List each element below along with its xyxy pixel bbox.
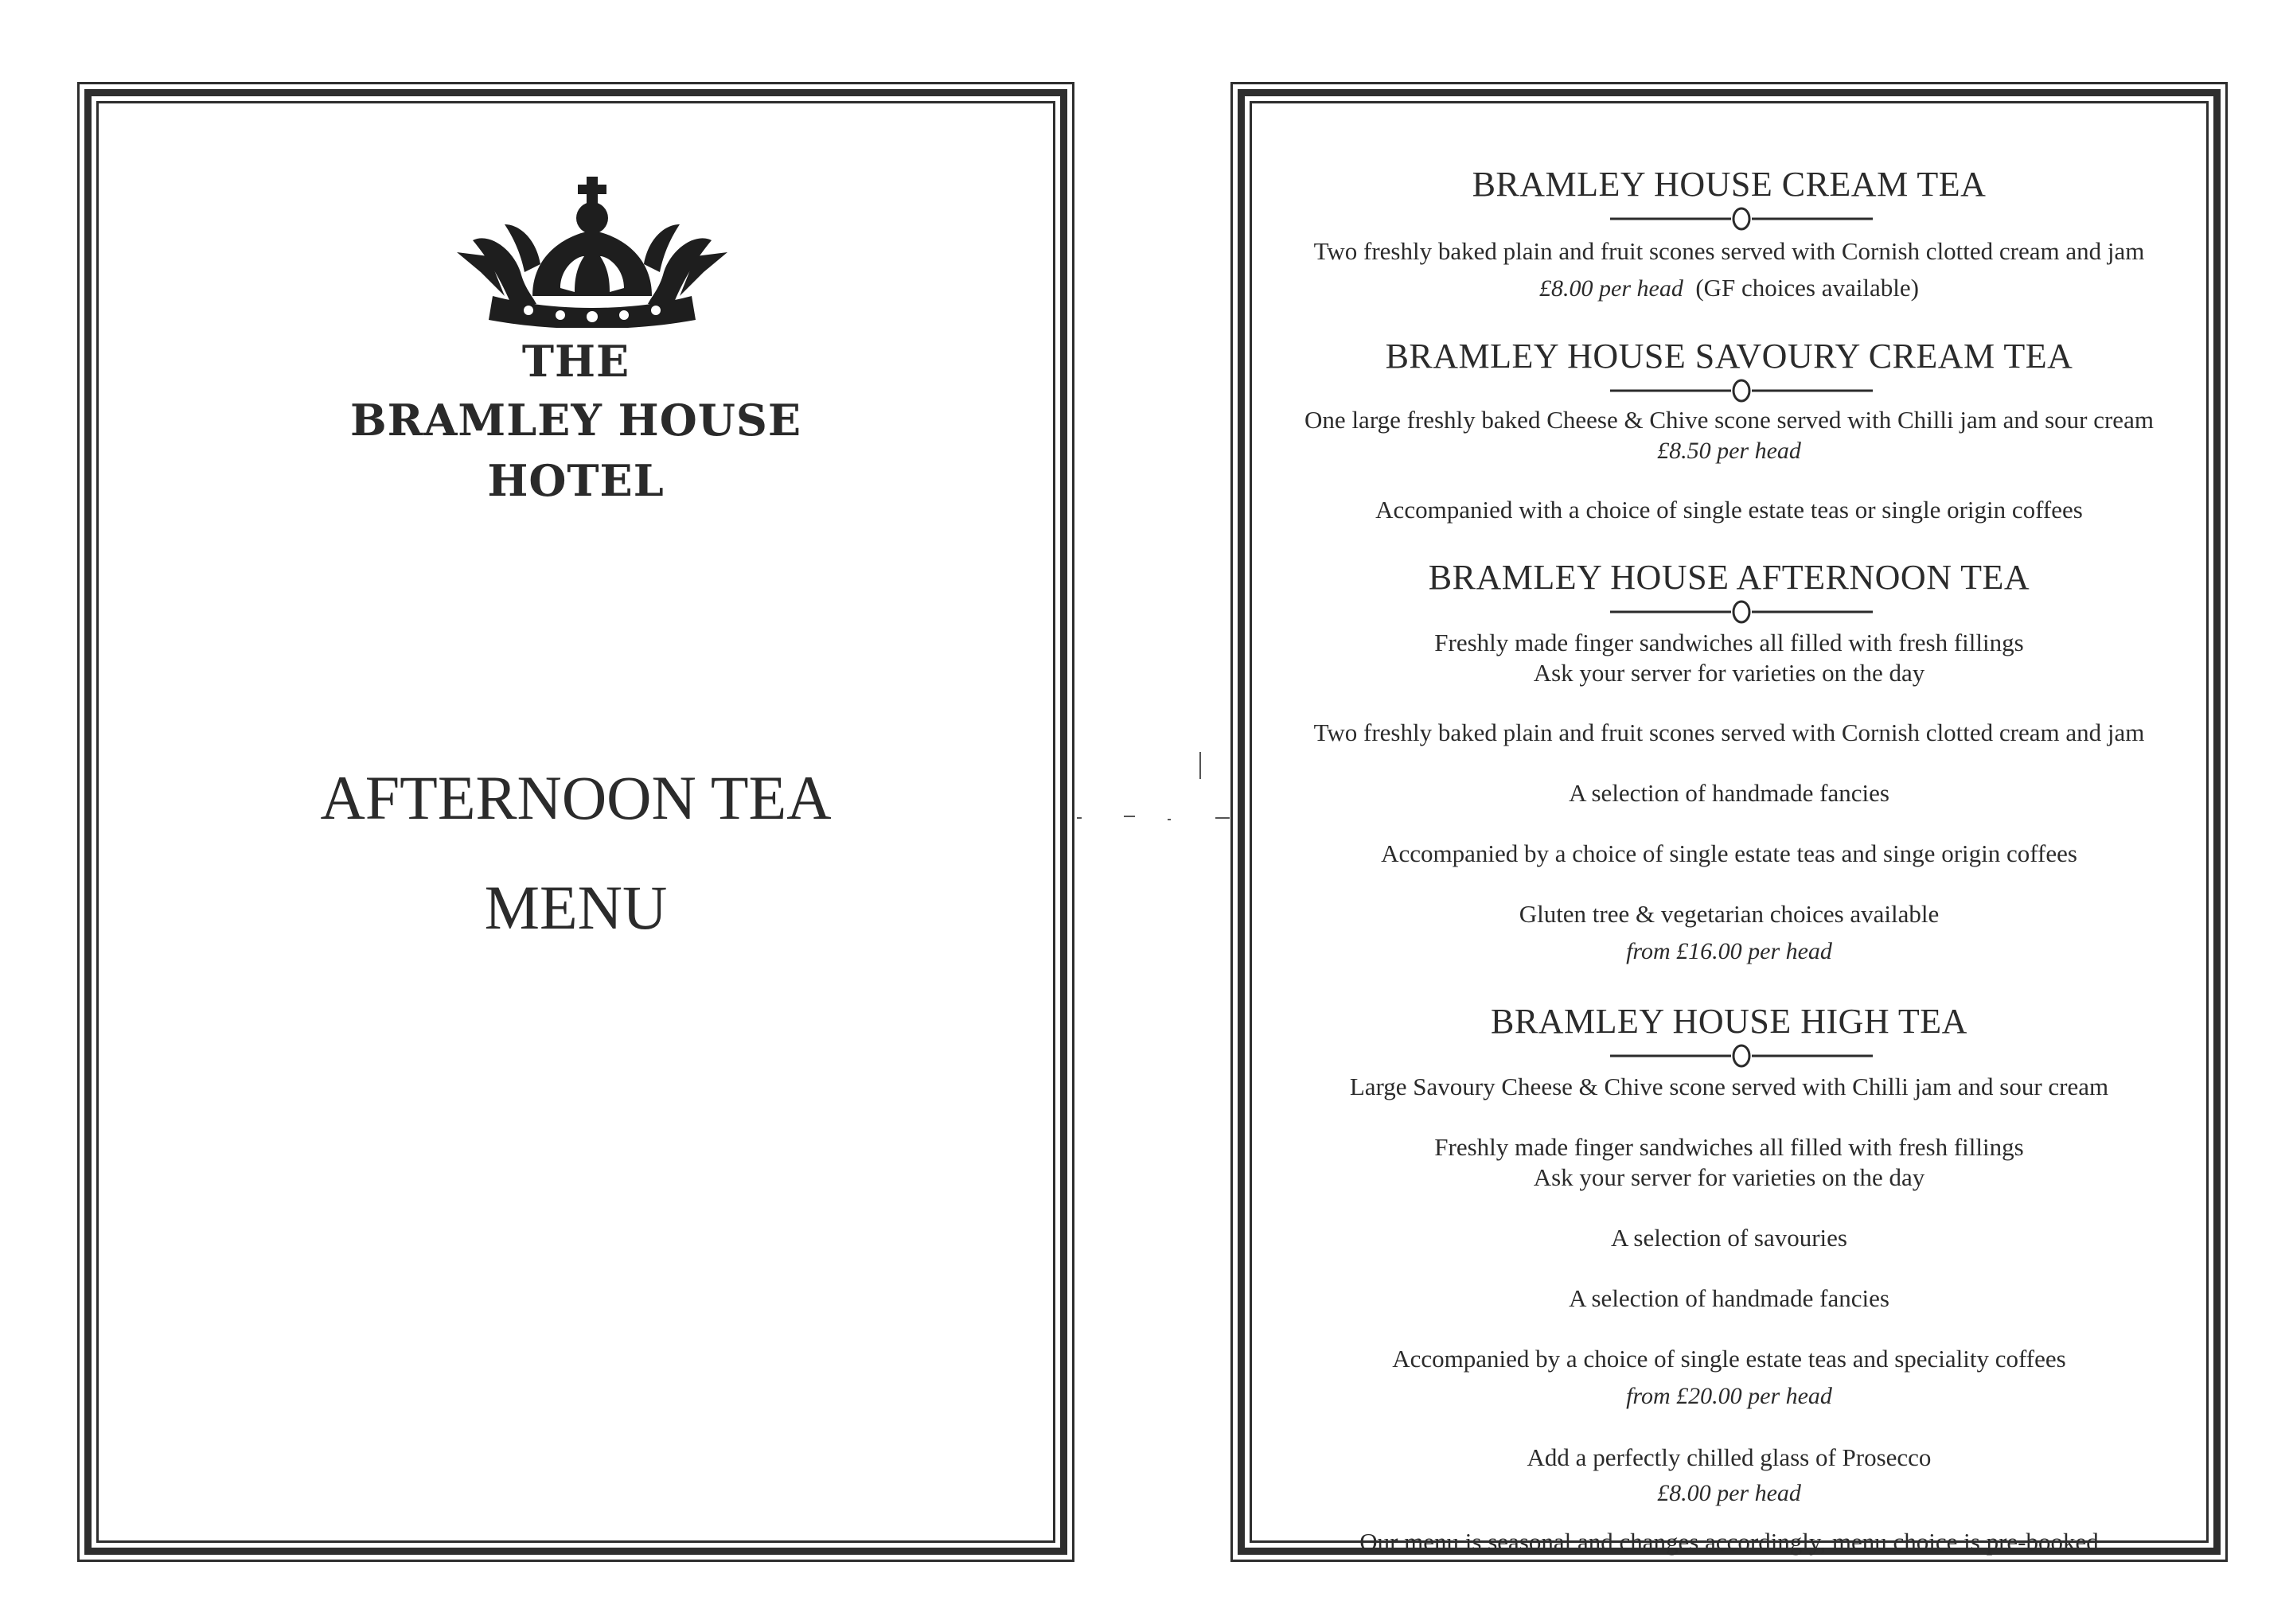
- afternoon-tea-dietary: Gluten tree & vegetarian choices available: [1519, 900, 1940, 928]
- savoury-cream-tea-price: £8.50 per head: [1657, 438, 1801, 464]
- gutter-mark: [1215, 817, 1230, 819]
- afternoon-tea-sandwiches-note: Ask your server for varieties on the day: [1533, 659, 1925, 687]
- afternoon-tea-sandwiches: Freshly made finger sandwiches all filled with fresh fillings: [1434, 629, 2024, 656]
- cream-tea-description: Two freshly baked plain and fruit scones served with Cornish clotted cream and jam: [1313, 237, 2145, 265]
- high-tea-sandwiches: Freshly made finger sandwiches all filled with fresh fillings: [1434, 1133, 2024, 1161]
- gutter-mark: [1168, 819, 1171, 820]
- crown-icon: [457, 177, 727, 328]
- menu-panel: [1230, 82, 2228, 1562]
- gutter-mark: [1199, 752, 1201, 779]
- section-heading-cream-tea: BRAMLEY HOUSE CREAM TEA: [1472, 165, 1987, 204]
- savoury-cream-tea-accompaniment: Accompanied with a choice of single estate teas or single origin coffees: [1375, 496, 2083, 524]
- prosecco-price: £8.00 per head: [1657, 1480, 1801, 1506]
- cream-tea-note: (GF choices available): [1695, 274, 1919, 302]
- hotel-name-line: BRAMLEY HOUSE: [350, 395, 801, 446]
- afternoon-tea-fancies: A selection of handmade fancies: [1569, 779, 1889, 807]
- afternoon-tea-price: from £16.00 per head: [1626, 938, 1832, 964]
- section-heading-savoury-cream-tea: BRAMLEY HOUSE SAVOURY CREAM TEA: [1385, 337, 2073, 376]
- high-tea-accompaniment: Accompanied by a choice of single estate teas and speciality coffees: [1392, 1345, 2066, 1373]
- cream-tea-price-line: [1252, 274, 2206, 302]
- cover-frame-inner: [96, 101, 1055, 1543]
- cream-tea-price: £8.00 per head: [1539, 275, 1683, 302]
- hotel-name-line: THE: [521, 336, 630, 387]
- section-heading-afternoon-tea: BRAMLEY HOUSE AFTERNOON TEA: [1428, 558, 2030, 597]
- cover-frame-outer: [84, 89, 1067, 1555]
- ornament-divider: [1610, 1042, 1873, 1069]
- high-tea-savouries: A selection of savouries: [1610, 1224, 1847, 1252]
- ornament-divider: [1610, 205, 1873, 232]
- afternoon-tea-accompaniment: Accompanied by a choice of single estate teas and singe origin coffees: [1381, 839, 2077, 867]
- hotel-name-line: HOTEL: [487, 455, 665, 506]
- high-tea-price: from £20.00 per head: [1626, 1383, 1832, 1409]
- cover-title: AFTERNOON TEA: [320, 763, 832, 832]
- cover-panel: [77, 82, 1074, 1562]
- gutter-mark: [1124, 816, 1135, 817]
- menu-footer-note: Our menu is seasonal and changes accordingly, menu choice is pre-booked: [1359, 1528, 2099, 1556]
- prosecco-offer: Add a perfectly chilled glass of Prosecco: [1527, 1443, 1932, 1471]
- high-tea-scone: Large Savoury Cheese & Chive scone served with Chilli jam and sour cream: [1349, 1073, 2109, 1100]
- ornament-divider: [1610, 377, 1873, 404]
- menu-frame-outer: [1238, 89, 2221, 1555]
- afternoon-tea-scones: Two freshly baked plain and fruit scones served with Cornish clotted cream and jam: [1313, 719, 2145, 746]
- high-tea-fancies: A selection of handmade fancies: [1569, 1284, 1889, 1312]
- cover-subtitle: MENU: [484, 873, 668, 942]
- savoury-cream-tea-description: One large freshly baked Cheese & Chive scone served with Chilli jam and sour cream: [1304, 406, 2154, 434]
- section-heading-high-tea: BRAMLEY HOUSE HIGH TEA: [1491, 1002, 1967, 1041]
- gutter-mark: [1077, 817, 1082, 819]
- high-tea-sandwiches-note: Ask your server for varieties on the day: [1533, 1163, 1925, 1191]
- ornament-divider: [1610, 598, 1873, 625]
- menu-frame-inner: [1250, 101, 2209, 1556]
